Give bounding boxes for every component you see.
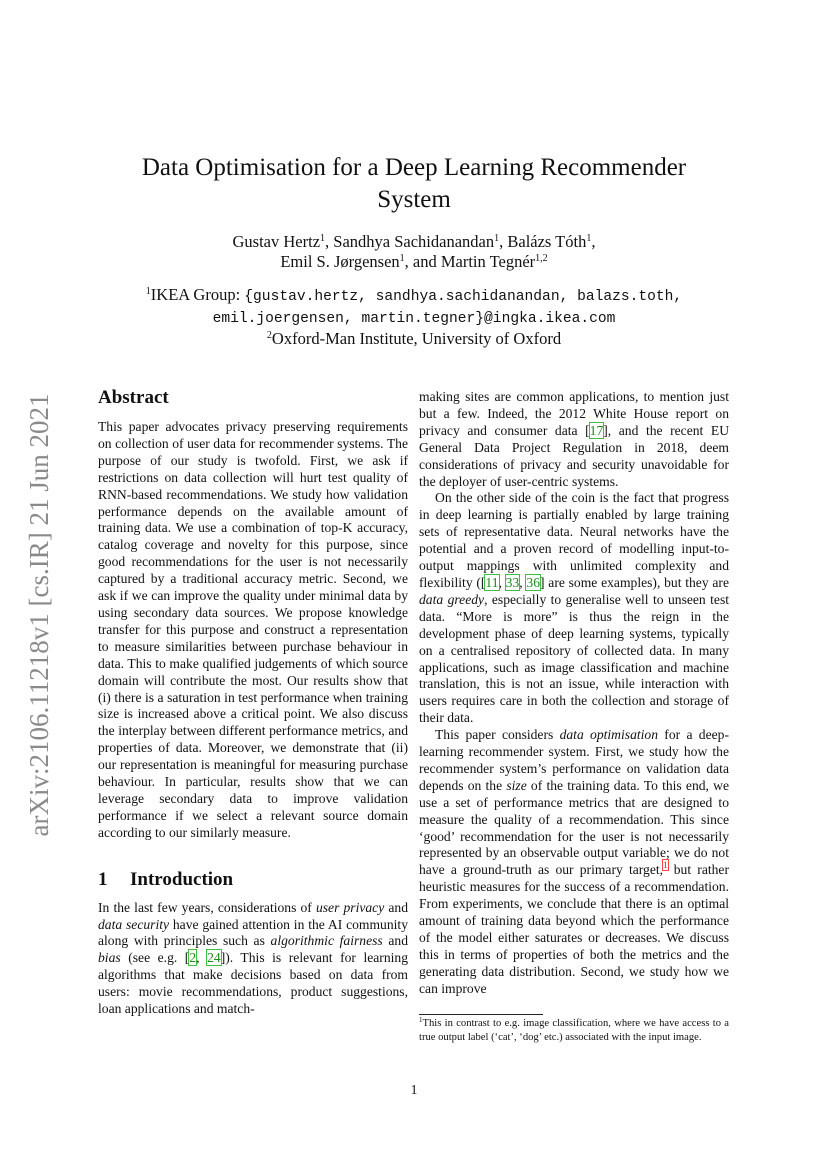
emphasis: user privacy [315,899,385,915]
citation-link[interactable]: 2 [189,950,197,966]
affiliation-emails: {gustav.hertz, sandhya.sachidanandan, balazs.toth, [244,289,683,305]
arxiv-stamp-text: arXiv:2106.11218v1 [cs.IR] 21 Jun 2021 [24,393,54,837]
affiliation-emails: emil.joergensen, martin.tegner}@ingka.ikea.com [212,311,616,327]
arxiv-stamp-svg [20,380,60,850]
page-number: 1 [410,1082,418,1097]
text-run: (see e.g. [ [120,950,190,966]
author-name: Sandhya Sachidanandan [333,232,495,251]
author-affil-mark: 1 [586,233,592,244]
citation-link[interactable]: 24 [207,950,221,966]
affiliation-org: Oxford-Man Institute, University of Oxford [271,329,562,348]
text-run: have gained attention in the AI community along with principles such as [98,916,408,949]
text-run: but rather heuristic measures for the success of a recommendation. From experiments, we conclude that there is an optimal amount of training data beyond which the performance of the model either saturates or decreases. We discuss this in terms of properties of both the metrics and the generating data distribution. Second, we study how we can improve [419,862,729,996]
section-number: 1 [98,868,108,890]
author-list [0,232,828,272]
text-run: and [384,899,408,915]
text-run: On the other side of the coin is the fact that progress in deep learning is partially enabled by large training sets of representative data. Neural networks have the potential and a proven record of modelling input-to-output mappings with unlimited complexity and flexibility ([ [419,490,729,590]
text-run: and [382,933,408,949]
text-run: of the training data. To this end, we use a set of performance metrics that are designed to measure the quality of a recommendation. This since ‘good’ recommendation for the user is not necessarily represented by an observable output variable; we do not have a ground-truth as our primary target, [419,777,729,878]
emphasis: algorithmic fairness [270,933,383,949]
title-line-1: Data Optimisation for a Deep Learning Recommender [141,154,687,181]
left-column [98,387,408,1018]
text-run: , especially to generalise well to unseen test data. “More is more” is thus the reign in the development phase of deep learning systems, typically on a centralised repository of collected data. In many applications, such as image classification and machine translation, this is not an issue, while interaction with users requires care in both the collection and storage of their data. [419,591,730,726]
text-run: This paper considers [435,727,560,743]
affil-mark: 2 [266,330,272,341]
emphasis: data greedy [419,591,485,607]
paper-title [0,152,828,216]
author-name: Martin Tegnér [440,252,536,271]
affiliations [0,285,828,349]
emphasis: data security [98,916,170,932]
text-run: , [498,574,506,590]
text-run: making sites are common applications, to mention just but a few. Indeed, the 2012 White House report on privacy and consumer data [ [419,389,729,438]
citation-link[interactable]: 11 [485,574,499,590]
text-run: , [519,574,527,590]
text-run: for a deep-learning recommender system. First, we study how the recommender system’s performance on validation data depends on the [419,727,729,793]
footnote-rule [419,1014,543,1015]
footnote-mark: 1 [419,1016,423,1024]
author-line-2: Emil S. Jørgensen$^1$, and Martin Tegnér$^{1,2}$ [280,252,548,271]
footnote-link[interactable]: 1 [663,860,668,871]
affiliation-1-line-2 [0,307,828,329]
arxiv-identifier-stamp [20,380,60,850]
title-line-2: System [377,186,451,213]
emphasis: data optimisation [559,727,659,743]
text-run: ], and the recent EU General Data Project Regulation in 2018, deem considerations of privacy and security unavoidable for the deployer of user-centric systems. [419,422,730,489]
text-run: In the last few years, considerations of [98,899,316,915]
intro-paragraph-2 [419,490,729,727]
affil-mark: 1 [145,286,151,297]
abstract-heading: Abstract [98,387,169,408]
abstract-text: This paper advocates privacy preserving requirements on collection of user data for recommender systems. The purpose of our study is twofold. First, we ask if restrictions on data collection will hurt test quality of RNN-based recommendations. We study how validation performance depends on the available amount of training data. We use a combination of top-K accuracy, catalog coverage and novelty for this purpose, since good recommendations for the user is not necessarily captured by a traditional accuracy metric. Second, we ask if we can improve the quality under minimal data by using secondary data sources. We propose knowledge transfer for this purpose and construct a representation to measure similarities between purchase behaviour in data. This to make qualified judgements of which source domain will contribute the most. Our results show that (i) there is a saturation in test performance when training size is increased above a critical point. We also discuss the interplay between different performance metrics, and properties of data. Moreover, we demonstrate that (ii) our representation is meaningful for measuring purchase behaviour. In particular, results show that we can leverage secondary data to improve validation performance if we select a relevant source domain according to our similarly measure. [98,419,408,840]
citation-link[interactable]: 17 [589,422,604,438]
citation-link[interactable]: 33 [505,574,520,590]
text-run: ] are some examples), but they are [540,574,729,590]
author-affil-mark: 1 [320,233,326,244]
introduction-heading [98,869,408,891]
author-name: Gustav Hertz [232,232,321,251]
text-run: ]). This is relevant for learning algorithms that make decisions based on data from users: movie recommendations, product suggestions, loan applications and match- [98,950,409,1017]
author-line-1: Gustav Hertz$^1$, Sandhya Sachidanandan$^1$, Balázs Tóth$^1$, [232,232,596,251]
affiliation-1-line-1 [0,285,828,307]
author-affil-mark: 1,2 [535,253,548,264]
author-name: Emil S. Jørgensen [280,252,400,271]
intro-paragraph-3 [419,727,729,998]
emphasis: bias [98,950,121,966]
footnote [419,1017,729,1044]
right-column [419,389,729,998]
affiliation-org: IKEA Group: [150,285,245,304]
author-name: Balázs Tóth [507,232,587,251]
intro-paragraph-1 [98,900,408,1018]
intro-paragraph-1-continued [419,389,729,490]
affiliation-2 [0,329,828,349]
emphasis: size [506,777,527,793]
section-title: Introduction [130,868,234,890]
text-run: , [196,950,208,966]
author-affil-mark: 1 [399,253,405,264]
citation-link[interactable]: 36 [526,574,541,590]
footnote-text: This in contrast to e.g. image classification, where we have access to a true output label (‘cat’, ‘dog’ etc.) associated with the input image. [419,1018,729,1043]
author-affil-mark: 1 [494,233,500,244]
